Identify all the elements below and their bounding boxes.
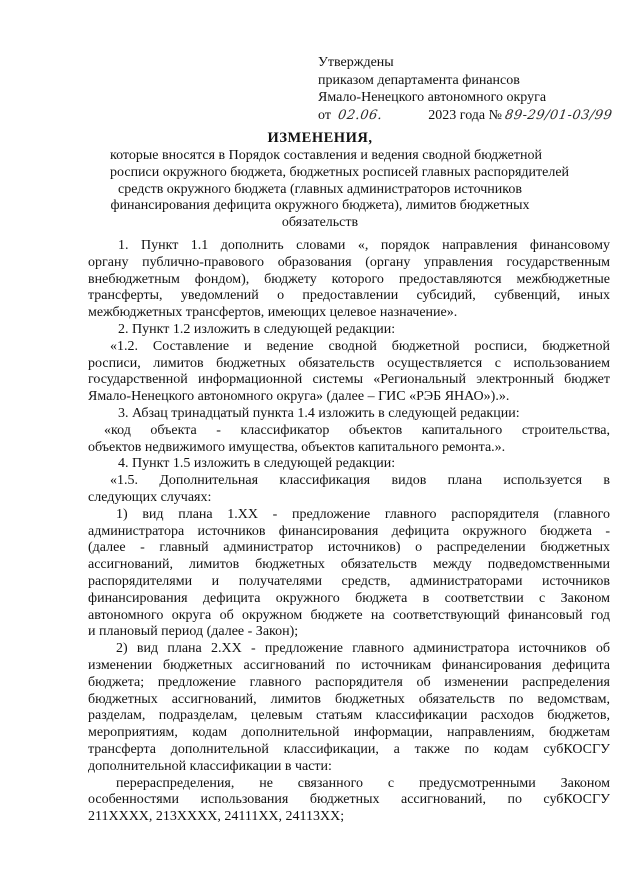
item-4-quote-line: следующих случаях:: [88, 489, 212, 505]
subitem-2-line: бюджета; предложение главного распорядителя об изменении распределения: [88, 674, 610, 690]
subitem-2-line: трансферта дополнительной классификации, а также по кодам субКОСГУ: [88, 741, 610, 757]
subitem-1-line: распорядителями и получателями средств, администраторами источников: [88, 573, 610, 589]
approval-line-4: [318, 107, 618, 125]
item-2-line: 2. Пункт 1.2 изложить в следующей редакции:: [118, 321, 396, 337]
approval-line-2: приказом департамента финансов: [318, 72, 520, 88]
item-3-line: 3. Абзац тринадцатый пункта 1.4 изложить в следующей редакции:: [118, 405, 520, 421]
redistribution-line: перераспределения, не связанного с предусмотренными Законом: [116, 775, 610, 791]
item-3-quote-line: объектов недвижимого имущества, объектов капитального ремонта.».: [88, 439, 506, 455]
item-1-line: 1. Пункт 1.1 дополнить словами «, порядок направления финансовому: [118, 238, 610, 253]
item-2-quote-line: государственной информационной системы «Региональный электронный бюджет: [88, 372, 610, 388]
item-1-line: органу публично-правового образования (органу управления государственным: [88, 254, 610, 270]
subtitle-line: обязательств: [281, 215, 359, 231]
item-3-quote-line: «код объекта - классификатор объектов капитального строительства,: [104, 422, 610, 438]
redistribution-line: особенностями использования бюджетных ассигнований, по субКОСГУ: [88, 792, 610, 808]
item-1-line: межбюджетных трансфертов, имеющих целевое назначение».: [88, 305, 458, 321]
approval-year-number-label: 2023 года №: [428, 107, 502, 123]
item-2-quote-line: «1.2. Составление и ведение сводной бюджетной росписи, бюджетной: [110, 338, 610, 354]
item-2-quote-line: росписи, лимитов бюджетных обязательств осуществляется с использованием: [88, 355, 610, 371]
subitem-1-line: (далее - главный администратор источников) о распределении бюджетных: [88, 540, 610, 556]
item-1-line: внебюджетным фондом), бюджету которого предоставляются межбюджетные: [88, 271, 610, 287]
subitem-1-line: администратора источников финансирования дефицита окружного бюджета -: [88, 523, 610, 539]
subitem-2-line: дополнительной классификации в части:: [88, 758, 332, 774]
subtitle-line: росписи окружного бюджета, бюджетных росписей главных распорядителей: [110, 164, 570, 180]
subtitle-line: которые вносятся в Порядок составления и ведения сводной бюджетной: [110, 148, 542, 163]
approval-date-prefix: от: [318, 107, 331, 123]
subitem-2-line: разделам, подразделам, целевым статьям классификации расходов бюджетов,: [88, 708, 610, 724]
subitem-1-line: и плановый период (далее - Закон);: [88, 624, 299, 640]
subitem-1-line: финансирования дефицита окружного бюджета в соответствии с Законом: [88, 590, 610, 606]
subtitle-line: финансирования дефицита окружного бюджета), лимитов бюджетных: [110, 198, 530, 214]
subitem-1-line: ассигнований, лимитов бюджетных обязательств между подведомственными: [88, 557, 610, 573]
item-2-quote-line: Ямало-Ненецкого автономного округа» (далее – ГИС «РЭБ ЯНАО»).».: [88, 389, 510, 405]
document-body: [88, 238, 610, 826]
document-subtitle: [110, 148, 570, 232]
subitem-2-line: бюджетных ассигнований, лимитов бюджетных обязательств по ведомствам,: [88, 691, 610, 707]
document-title: ИЗМЕНЕНИЯ,: [267, 130, 373, 146]
subitem-2-line: мероприятиям, кодам дополнительной информации, направлениям, бюджетам: [88, 725, 610, 741]
subitem-1-line: автономного округа об окружном бюджете на соответствующий финансовый год: [88, 607, 610, 623]
redistribution-line: 211ХХХХ, 213ХХХХ, 24111ХХ, 24113ХХ;: [88, 809, 345, 825]
item-4-quote-line: «1.5. Дополнительная классификация видов плана используется в: [110, 473, 610, 489]
handwritten-date: 02.06.: [337, 107, 384, 123]
handwritten-order-number: 89-29/01-03/99: [504, 107, 614, 123]
approval-block: [318, 54, 618, 124]
item-4-line: 4. Пункт 1.5 изложить в следующей редакции:: [118, 456, 396, 472]
approval-line-3: Ямало-Ненецкого автономного округа: [318, 90, 547, 105]
subtitle-line: средств окружного бюджета (главных администраторов источников: [118, 181, 522, 197]
subitem-1-line: 1) вид плана 1.ХХ - предложение главного распорядителя (главного: [116, 506, 610, 522]
approval-line-1: Утверждены: [318, 55, 394, 70]
subitem-2-line: 2) вид плана 2.ХХ - предложение главного администратора источников об: [116, 641, 610, 657]
subitem-2-line: изменении бюджетных ассигнований по источникам финансирования дефицита: [88, 657, 610, 673]
item-1-line: трансферты, уведомлений о предоставлении субсидий, субвенций, иных: [88, 288, 610, 304]
